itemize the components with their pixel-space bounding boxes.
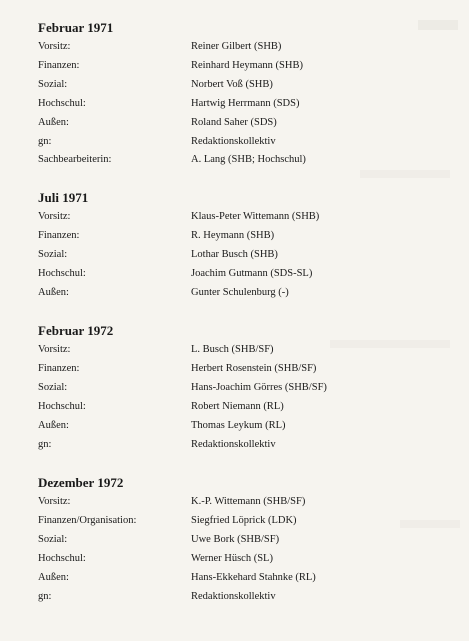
- role-label: Sozial:: [38, 79, 68, 90]
- member-name: Gunter Schulenburg (-): [191, 287, 289, 298]
- member-name: Klaus-Peter Wittemann (SHB): [191, 211, 320, 222]
- section-title: Dezember 1972: [38, 475, 124, 490]
- role-label: Außen:: [38, 287, 69, 298]
- member-name: Hans-Joachim Görres (SHB/SF): [191, 382, 327, 393]
- role-label: Finanzen/Organisation:: [38, 515, 137, 526]
- member-name: Werner Hüsch (SL): [191, 553, 273, 564]
- role-label: Außen:: [38, 117, 69, 128]
- bleed-through-mark: [330, 340, 450, 348]
- member-name: Roland Saher (SDS): [191, 117, 277, 128]
- member-name: L. Busch (SHB/SF): [191, 344, 274, 355]
- member-name: Reiner Gilbert (SHB): [191, 41, 282, 52]
- role-label: Finanzen:: [38, 230, 80, 241]
- member-name: Redaktionskollektiv: [191, 439, 276, 450]
- bleed-through-mark: [418, 20, 458, 30]
- role-label: Außen:: [38, 420, 69, 431]
- member-name: Siegfried Löprick (LDK): [191, 515, 297, 526]
- member-name: Uwe Bork (SHB/SF): [191, 534, 280, 545]
- member-name: Joachim Gutmann (SDS-SL): [191, 268, 313, 279]
- member-name: Reinhard Heymann (SHB): [191, 60, 303, 71]
- role-label: Hochschul:: [38, 401, 86, 412]
- role-label: gn:: [38, 591, 52, 602]
- role-label: Sozial:: [38, 382, 68, 393]
- member-name: Redaktionskollektiv: [191, 591, 276, 602]
- member-name: Lothar Busch (SHB): [191, 249, 278, 260]
- role-label: Vorsitz:: [38, 344, 71, 355]
- member-name: Hartwig Herrmann (SDS): [191, 98, 300, 109]
- role-label: Sozial:: [38, 534, 68, 545]
- member-name: Norbert Voß (SHB): [191, 79, 273, 90]
- role-label: Außen:: [38, 572, 69, 583]
- role-label: gn:: [38, 136, 52, 147]
- bleed-through-mark: [400, 520, 460, 528]
- member-name: Robert Niemann (RL): [191, 401, 284, 412]
- section-title: Februar 1972: [38, 323, 114, 338]
- role-label: gn:: [38, 439, 52, 450]
- role-label: Sachbearbeiterin:: [38, 154, 112, 165]
- role-label: Finanzen:: [38, 60, 80, 71]
- member-name: Thomas Leykum (RL): [191, 420, 286, 431]
- role-label: Vorsitz:: [38, 41, 71, 52]
- member-name: Redaktionskollektiv: [191, 136, 276, 147]
- role-label: Sozial:: [38, 249, 68, 260]
- member-name: K.-P. Wittemann (SHB/SF): [191, 496, 306, 507]
- bleed-through-mark: [360, 170, 450, 178]
- role-label: Vorsitz:: [38, 211, 71, 222]
- role-label: Hochschul:: [38, 553, 86, 564]
- member-name: R. Heymann (SHB): [191, 230, 275, 241]
- section-title: Februar 1971: [38, 20, 114, 35]
- member-name: A. Lang (SHB; Hochschul): [191, 154, 306, 165]
- role-label: Finanzen:: [38, 363, 80, 374]
- section-title: Juli 1971: [38, 190, 89, 205]
- role-label: Vorsitz:: [38, 496, 71, 507]
- role-label: Hochschul:: [38, 98, 86, 109]
- role-label: Hochschul:: [38, 268, 86, 279]
- member-name: Hans-Ekkehard Stahnke (RL): [191, 572, 316, 583]
- member-name: Herbert Rosenstein (SHB/SF): [191, 363, 317, 374]
